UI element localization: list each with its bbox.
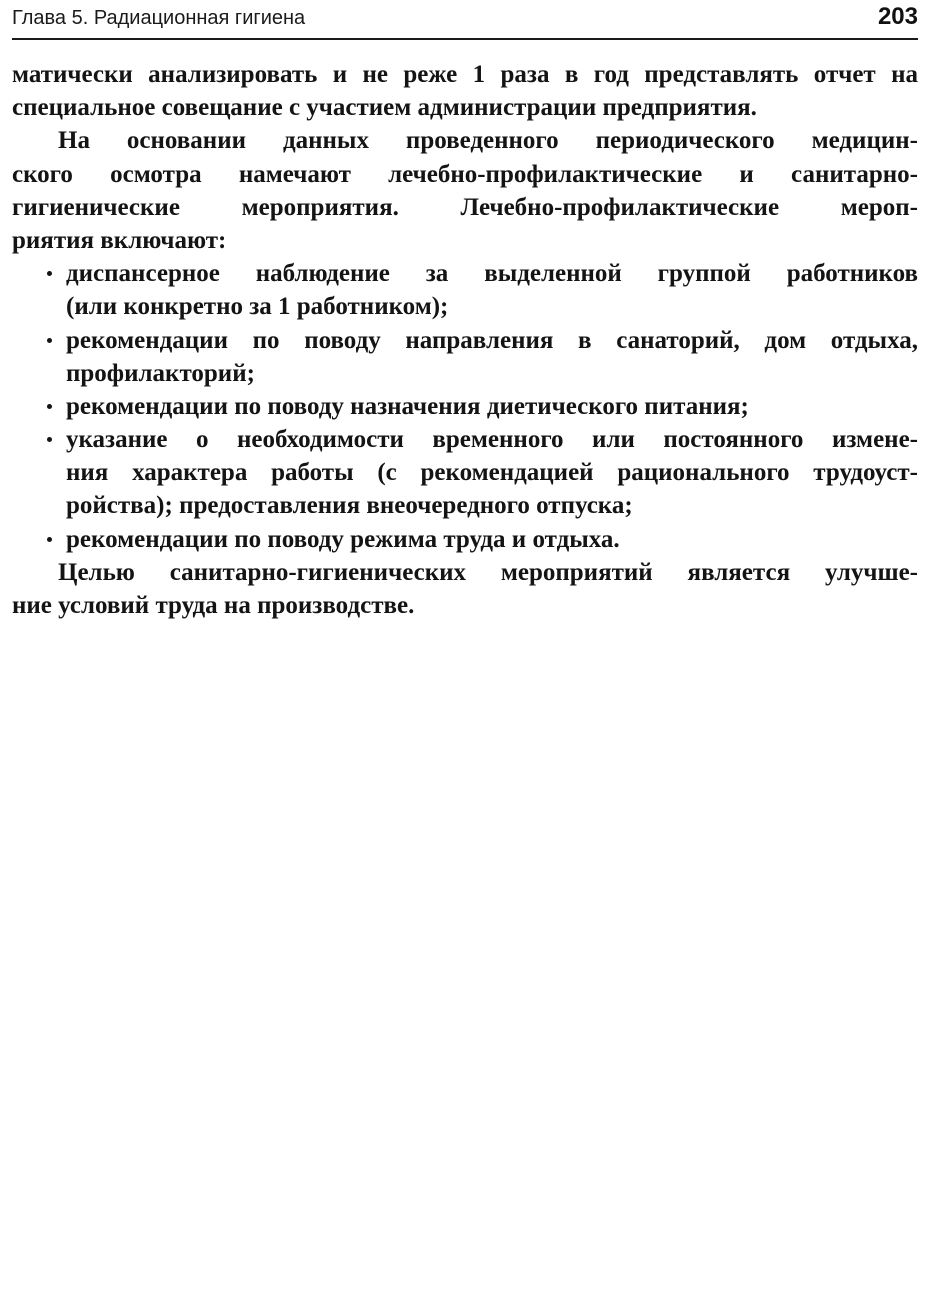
chapter-title: Глава 5. Радиационная гигиена — [12, 7, 306, 29]
text-line: диспансерное наблюдение за выделенной группой работников — [66, 260, 918, 288]
bullet-icon — [47, 404, 52, 409]
text-line: ского осмотра намечают лечебно-профилактические и санитарно- — [12, 160, 918, 188]
text-line: Целью санитарно-гигиенических мероприятий является улучше- — [58, 558, 918, 586]
list-item — [12, 324, 918, 390]
list-item — [12, 423, 918, 523]
measures-list — [12, 257, 918, 556]
text-line: матически анализировать и не реже 1 раза в год представлять отчет на — [12, 61, 918, 88]
bullet-icon — [47, 271, 52, 276]
text-line: рекомендации по поводу направления в санаторий, дом отдыха, — [66, 326, 918, 354]
text-line: На основании данных проведенного периодического медицин- — [58, 127, 918, 155]
bullet-icon — [47, 537, 52, 542]
running-header — [12, 0, 918, 40]
bullet-icon — [47, 338, 52, 343]
text-line: ние условий труда на производстве. — [12, 592, 415, 619]
bullet-icon — [47, 437, 52, 442]
page-number: 203 — [877, 3, 918, 30]
continued-paragraph — [12, 58, 918, 124]
text-line: указание о необходимости временного или постоянного измене- — [66, 426, 918, 454]
text-line: риятия включают: — [12, 226, 227, 254]
list-item — [12, 390, 918, 423]
list-item — [12, 257, 918, 323]
text-line: рекомендации по поводу режима труда и отдыха. — [66, 525, 620, 553]
text-line: ройства); предоставления внеочередного отпуска; — [66, 492, 633, 520]
closing-paragraph — [12, 556, 918, 622]
text-line: ния характера работы (с рекомендацией рационального трудоуст- — [66, 459, 918, 487]
text-line: профилакторий; — [66, 359, 255, 387]
text-line: рекомендации по поводу назначения диетического питания; — [66, 392, 749, 420]
text-line: (или конкретно за 1 работником); — [66, 293, 449, 321]
page-body — [12, 58, 918, 622]
text-line: специальное совещание с участием администрации предприятия. — [12, 94, 757, 122]
intro-paragraph — [12, 124, 918, 257]
list-item — [12, 523, 918, 556]
text-line: гигиенические мероприятия. Лечебно-профилактические мероп- — [12, 193, 918, 221]
